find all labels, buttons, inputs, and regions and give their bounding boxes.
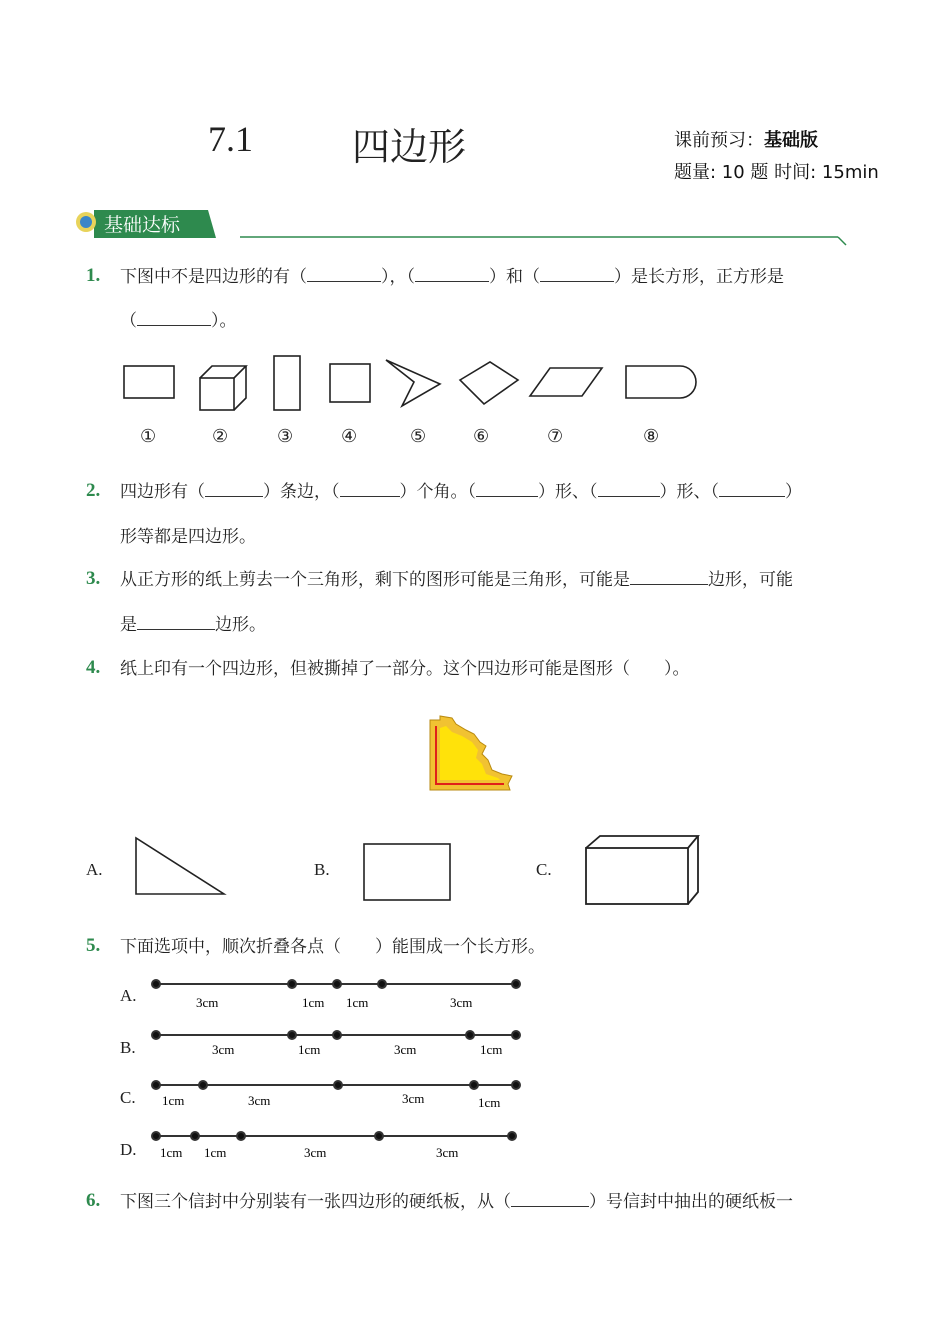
q5-d-seg-2: 1cm	[204, 1145, 227, 1160]
shape-label-2: ②	[212, 426, 229, 447]
meta-prefix: 课前预习：	[674, 130, 764, 151]
q3-text-a: 从正方形的纸上剪去一个三角形，剩下的图形可能是三角形，可能是	[120, 570, 630, 590]
q5-a-seg-2: 1cm	[302, 995, 325, 1010]
q5-a-seg-1: 3cm	[196, 995, 219, 1010]
q1-blank-3[interactable]	[540, 267, 614, 282]
shape-label-1: ①	[140, 426, 157, 447]
meta-level: 基础版	[764, 130, 818, 151]
shape-5-arrow	[386, 360, 440, 406]
q1-text-e: （	[120, 311, 137, 331]
q5-line-a[interactable]	[152, 980, 520, 988]
q5-a-seg-3: 1cm	[346, 995, 369, 1010]
q2-text-e: ）形、（	[659, 482, 719, 502]
q5-c-seg-1: 1cm	[162, 1093, 185, 1108]
q5-line-c[interactable]	[152, 1081, 520, 1089]
q3-blank-1[interactable]	[630, 570, 708, 585]
q5-d-seg-4: 3cm	[436, 1145, 459, 1160]
q4-option-c-box[interactable]	[582, 832, 704, 908]
shape-3-tall-rectangle	[274, 356, 300, 410]
q1-blank-2[interactable]	[415, 267, 489, 282]
q2-blank-2[interactable]	[340, 482, 400, 497]
q1-text-d: ）是长方形，正方形是	[614, 267, 784, 287]
q5-option-a-label[interactable]: A.	[120, 986, 137, 1005]
q6-text-b: ）号信封中抽出的硬纸板一	[589, 1192, 793, 1212]
q5-c-seg-4: 1cm	[478, 1095, 501, 1110]
q2-blank-3[interactable]	[476, 482, 538, 497]
shape-label-7: ⑦	[547, 426, 564, 447]
q1-text-f: ）。	[211, 311, 237, 331]
q2-text-c: ）个角。（	[399, 482, 476, 502]
q1-line2	[120, 308, 237, 334]
q5-b-seg-4: 1cm	[480, 1042, 503, 1057]
shape-1-rectangle	[124, 366, 174, 398]
shape-label-8: ⑧	[643, 426, 660, 447]
q3-blank-2[interactable]	[137, 615, 215, 630]
q6-number: 6.	[86, 1190, 101, 1211]
q3-line1	[120, 567, 793, 593]
shape-label-4: ④	[341, 426, 358, 447]
q1-shapes-figure	[110, 350, 710, 420]
q4-option-b-label[interactable]: B.	[314, 860, 330, 879]
q5-b-seg-2: 1cm	[298, 1042, 321, 1057]
globe-icon-inner	[80, 216, 92, 228]
q5-option-d-label[interactable]: D.	[120, 1140, 137, 1159]
q3-text-d: 边形。	[215, 615, 266, 635]
shape-4-square	[330, 364, 370, 402]
shape-7-parallelogram	[530, 368, 602, 396]
q2-line2: 形等都是四边形。	[120, 527, 256, 547]
shape-label-5: ⑤	[410, 426, 427, 447]
q3-text-b: 边形，可能	[708, 570, 793, 590]
q5-d-seg-3: 3cm	[304, 1145, 327, 1160]
q5-line-b[interactable]	[152, 1031, 520, 1039]
q2-blank-1[interactable]	[205, 482, 263, 497]
q3-line2	[120, 612, 266, 638]
q3-number: 3.	[86, 568, 101, 589]
shape-label-3: ③	[277, 426, 294, 447]
q4-option-a-label[interactable]: A.	[86, 860, 103, 879]
q1-text-a: 下图中不是四边形的有（	[120, 267, 307, 287]
shape-2-cube	[200, 366, 246, 410]
torn-paper-figure	[426, 714, 518, 794]
q6-line1	[120, 1189, 793, 1215]
q4-option-b-rectangle[interactable]	[360, 840, 456, 904]
q4-option-a-triangle[interactable]	[130, 834, 230, 898]
section-label: 基础达标	[104, 214, 181, 236]
q4-option-c-label[interactable]: C.	[536, 860, 552, 879]
q5-text: 下面选项中，顺次折叠各点（ ）能围成一个长方形。	[120, 937, 545, 957]
section-banner	[76, 206, 856, 246]
q1-blank-4[interactable]	[137, 311, 211, 326]
q1-text-c: ）和（	[489, 267, 540, 287]
q2-text-f: ）	[785, 482, 802, 502]
q5-d-seg-1: 1cm	[160, 1145, 183, 1160]
q1-line1	[120, 264, 784, 290]
q4-text: 纸上印有一个四边形，但被撕掉了一部分。这个四边形可能是图形（ ）。	[120, 659, 690, 679]
q5-b-seg-3: 3cm	[394, 1042, 417, 1057]
q1-blank-1[interactable]	[307, 267, 381, 282]
q5-number: 5.	[86, 935, 101, 956]
q5-b-seg-1: 3cm	[212, 1042, 235, 1057]
q5-segments-figure	[146, 972, 528, 1172]
q4-number: 4.	[86, 657, 101, 678]
page-title: 四边形	[352, 125, 467, 169]
q5-a-seg-4: 3cm	[450, 995, 473, 1010]
banner-rule-tail	[838, 237, 846, 245]
q3-text-c: 是	[120, 615, 137, 635]
q2-text-b: ）条边，（	[263, 482, 340, 502]
q5-option-c-label[interactable]: C.	[120, 1088, 136, 1107]
q6-text-a: 下图三个信封中分别装有一张四边形的硬纸板，从（	[120, 1192, 511, 1212]
q1-number: 1.	[86, 265, 101, 286]
q1-text-b: ），（	[381, 267, 415, 287]
q5-c-seg-2: 3cm	[248, 1093, 271, 1108]
q2-number: 2.	[86, 480, 101, 501]
shape-8-rounded	[626, 366, 696, 398]
q5-line-d[interactable]	[152, 1132, 516, 1140]
q2-blank-5[interactable]	[719, 482, 785, 497]
q5-c-seg-3: 3cm	[402, 1091, 425, 1106]
lesson-number: 7.1	[208, 119, 253, 159]
q2-blank-4[interactable]	[598, 482, 660, 497]
q5-option-b-label[interactable]: B.	[120, 1038, 136, 1057]
q2-text-d: ）形、（	[538, 482, 598, 502]
q2-line1	[120, 479, 802, 505]
meta-line-1	[674, 126, 818, 152]
meta-line-2: 题量: 10 题 时间: 15min	[674, 162, 879, 183]
q2-text-a: 四边形有（	[120, 482, 205, 502]
q6-blank-1[interactable]	[511, 1192, 589, 1207]
shape-6-kite	[460, 362, 518, 404]
shape-label-6: ⑥	[473, 426, 490, 447]
